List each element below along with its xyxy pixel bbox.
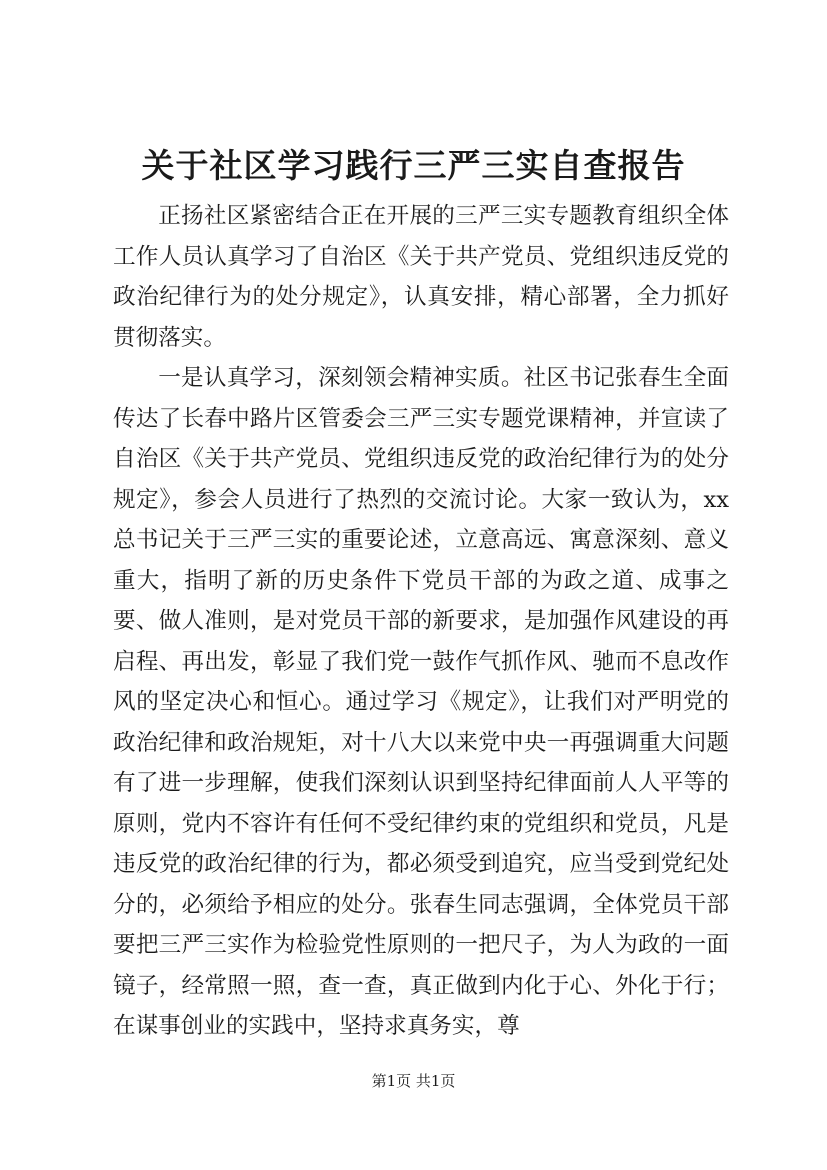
page-number-footer: 第1页 共1页: [371, 1072, 456, 1090]
document-body: [113, 196, 729, 1047]
document-title: 关于社区学习践行三严三实自查报告: [141, 146, 686, 185]
paragraph-intro: 正扬社区紧密结合正在开展的三严三实专题教育组织全体工作人员认真学习了自治区《关于共产党员、党组织违反党的政治纪律行为的处分规定》，认真安排，精心部署，全力抓好贯彻落实。: [113, 203, 729, 351]
paragraph-study: 一是认真学习，深刻领会精神实质。社区书记张春生全面传达了长春中路片区管委会三严三实专题党课精神，并宣读了自治区《关于共产党员、党组织违反党的政治纪律行为的处分规定》，参会人员进行了热烈的交流讨论。大家一致认为，xx总书记关于三严三实的重要论述，立意高远、寓意深刻、意义重大，指明了新的历史条件下党员干部的为政之道、成事之要、做人准则，是对党员干部的新要求，是加强作风建设的再启程、再出发，彰显了我们党一鼓作气抓作风、驰而不息改作风的坚定决心和恒心。通过学习《规定》，让我们对严明党的政治纪律和政治规矩，对十八大以来党中央一再强调重大问题有了进一步理解，使我们深刻认识到坚持纪律面前人人平等的原则，党内不容许有任何不受纪律约束的党组织和党员，凡是违反党的政治纪律的行为，都必须受到追究，应当受到党纪处分的，必须给予相应的处分。张春生同志强调，全体党员干部要把三严三实作为检验党性原则的一把尺子，为人为政的一面镜子，经常照一照，查一查，真正做到内化于心、外化于行；在谋事创业的实践中，坚持求真务实，尊: [113, 365, 729, 1039]
